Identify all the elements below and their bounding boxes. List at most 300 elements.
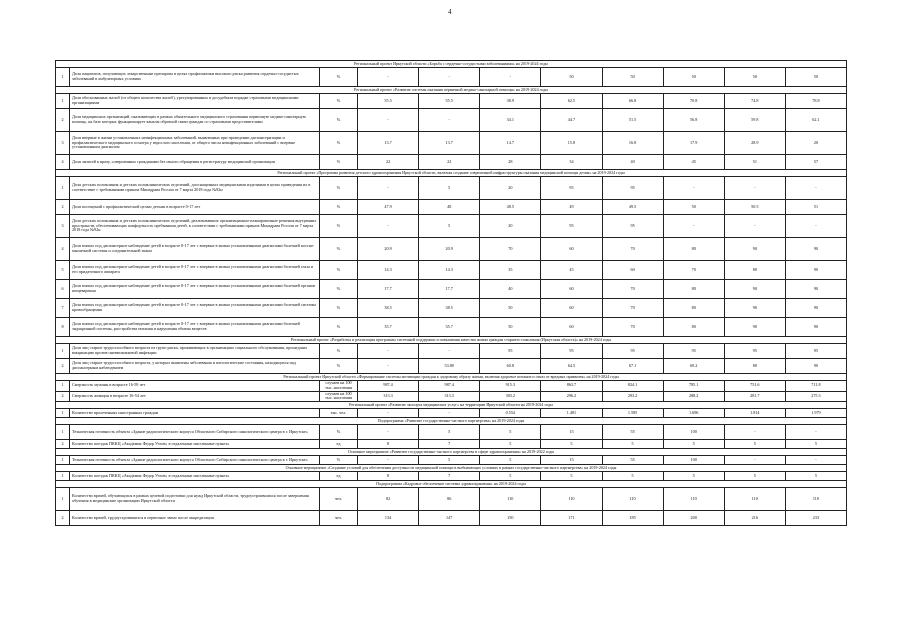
value-cell: -	[724, 425, 785, 440]
value-cell: 62.1	[785, 109, 846, 132]
value-cell: 288.2	[663, 391, 724, 402]
value-cell: 55.5	[358, 94, 419, 109]
table-row	[56, 200, 847, 215]
value-cell: 150	[480, 511, 541, 526]
value-cell: 233	[785, 511, 846, 526]
value-cell: 20	[480, 215, 541, 238]
value-cell: -	[358, 359, 419, 374]
value-cell: -	[358, 456, 419, 465]
value-cell: -	[724, 215, 785, 238]
value-cell: 134	[358, 511, 419, 526]
row-number: 1	[56, 68, 70, 87]
unit-cell: %	[320, 94, 358, 109]
value-cell: 80	[663, 318, 724, 337]
value-cell: -	[419, 409, 480, 418]
row-number: 1	[56, 488, 70, 511]
value-cell: 82	[358, 488, 419, 511]
row-number: 8	[56, 318, 70, 337]
indicator-name: Доля впервые в жизни установленных неинфекционных заболеваний, выявленных при проведении диспансеризации и профилактического медицинского осмотра у взрослого населения, от общего числа неинфекционных заболеваний с впервые установленным диагнозом	[70, 132, 320, 155]
value-cell: 303.2	[480, 391, 541, 402]
value-cell: -	[785, 177, 846, 200]
value-cell: 48	[419, 200, 480, 215]
value-cell: 785.1	[663, 381, 724, 392]
value-cell: 45	[541, 261, 602, 280]
table-row	[56, 238, 847, 261]
value-cell: 80	[724, 261, 785, 280]
value-cell: 67.1	[602, 359, 663, 374]
value-cell: 5	[602, 472, 663, 481]
value-cell: -	[785, 425, 846, 440]
row-number: 1	[56, 409, 70, 418]
indicator-name: Доля лиц старше трудоспособного возраста из групп риска, проживающих в организациях социального обслуживания, прошедших вакцинацию против пневмококковой инфекции	[70, 344, 320, 359]
value-cell: 14.3	[358, 261, 419, 280]
value-cell: 34	[541, 155, 602, 170]
value-cell: 5	[419, 215, 480, 238]
value-cell: 38.5	[419, 299, 480, 318]
value-cell: -	[663, 177, 724, 200]
value-cell: 95	[724, 344, 785, 359]
value-cell: 5	[419, 456, 480, 465]
table-row	[56, 318, 847, 337]
value-cell: 100	[663, 456, 724, 465]
indicator-name: Доля взятых под диспансерное наблюдение детей в возрасте 0-17 лет с впервые в жизни установленными диагнозами болезней системы кровообращения	[70, 299, 320, 318]
value-cell: -	[724, 177, 785, 200]
unit-cell: чел.	[320, 488, 358, 511]
value-cell: 62.5	[541, 94, 602, 109]
value-cell: 17.9	[663, 132, 724, 155]
table-row	[56, 472, 847, 481]
value-cell: -	[358, 344, 419, 359]
value-cell: 20	[785, 132, 846, 155]
indicator-name: Количество пролеченных иностранных граждан	[70, 409, 320, 418]
value-cell: 5	[419, 425, 480, 440]
unit-cell: %	[320, 177, 358, 200]
unit-cell: %	[320, 456, 358, 465]
value-cell: -	[785, 215, 846, 238]
value-cell: 100	[663, 425, 724, 440]
value-cell: 110	[663, 488, 724, 511]
table-row	[56, 381, 847, 392]
value-cell: 281.7	[724, 391, 785, 402]
value-cell: 70.8	[663, 94, 724, 109]
value-cell: 70	[602, 238, 663, 261]
value-cell: 185	[602, 511, 663, 526]
value-cell: 40	[602, 155, 663, 170]
value-cell: 51.5	[602, 109, 663, 132]
value-cell: 313.3	[419, 391, 480, 402]
unit-cell: %	[320, 215, 358, 238]
value-cell: 70	[480, 238, 541, 261]
section-title: Основное мероприятие «Создание условий для обеспечения доступности медицинской помощи в выбывающих условиях в рамках государственно-частного партнерства» на 2019-2024 годы	[56, 465, 847, 472]
value-cell: 60.8	[480, 359, 541, 374]
value-cell: 8	[358, 440, 419, 449]
value-cell: 90	[724, 299, 785, 318]
value-cell: 34.1	[480, 109, 541, 132]
section-header-row	[56, 481, 847, 488]
unit-cell: %	[320, 425, 358, 440]
value-cell: 20.9	[419, 238, 480, 261]
value-cell: 80	[663, 280, 724, 299]
row-number: 2	[56, 200, 70, 215]
value-cell: 51	[724, 155, 785, 170]
value-cell: 51	[785, 200, 846, 215]
page-number: 4	[448, 8, 452, 16]
value-cell: 90	[724, 280, 785, 299]
value-cell: 5	[541, 440, 602, 449]
value-cell: 15	[541, 456, 602, 465]
row-number: 6	[56, 280, 70, 299]
value-cell: 28.9	[724, 132, 785, 155]
table-row	[56, 391, 847, 402]
row-number: 1	[56, 94, 70, 109]
value-cell: 1.979	[785, 409, 846, 418]
indicator-name: Доля взятых под диспансерное наблюдение детей в возрасте 0-17 лет с впервые в жизни установленными диагнозами болезней эндокринной системы, расстройства питания и нарушения обмена веществ	[70, 318, 320, 337]
indicator-name: Доля посещений с профилактической целью детьми в возрасте 0-17 лет	[70, 200, 320, 215]
value-cell: 50	[602, 68, 663, 87]
value-cell: 74.8	[724, 94, 785, 109]
value-cell: 55.5	[419, 94, 480, 109]
value-cell: 80	[663, 299, 724, 318]
value-cell: 95	[602, 215, 663, 238]
value-cell: 47.9	[358, 200, 419, 215]
table-row	[56, 155, 847, 170]
value-cell: 17.7	[419, 280, 480, 299]
indicator-name: Доля взятых под диспансерное наблюдение детей в возрасте 0-17 лет с впервые в жизни установленными диагнозами болезней глаза и его придаточного аппарата	[70, 261, 320, 280]
table-row	[56, 215, 847, 238]
value-cell: 15.8	[541, 132, 602, 155]
row-number: 1	[56, 472, 70, 481]
value-cell: 56.8	[663, 109, 724, 132]
value-cell: -	[480, 68, 541, 87]
unit-cell: %	[320, 132, 358, 155]
unit-cell: %	[320, 299, 358, 318]
value-cell: 216	[724, 511, 785, 526]
value-cell: 90	[785, 318, 846, 337]
section-title: Региональный проект «Программа развития детского здравоохранения Иркутской области, включая создание современной инфраструктуры оказания медицинской помощи детям» на 2019-2024 годы	[56, 170, 847, 177]
value-cell: 55	[602, 456, 663, 465]
value-cell: 50	[663, 200, 724, 215]
section-header-row	[56, 418, 847, 425]
row-number: 3	[56, 215, 70, 238]
value-cell: 200	[663, 511, 724, 526]
value-cell: 60	[541, 238, 602, 261]
value-cell: 38.5	[358, 299, 419, 318]
value-cell: 1.814	[724, 409, 785, 418]
value-cell: 5	[480, 456, 541, 465]
indicator-name: Доля лиц старше трудоспособного возраста, у которых выявлены заболевания и патологические состояния, находящихся под диспансерным наблюдением	[70, 359, 320, 374]
table-row	[56, 488, 847, 511]
value-cell: 275.3	[785, 391, 846, 402]
section-header-row	[56, 465, 847, 472]
value-cell: 751.6	[724, 381, 785, 392]
value-cell: -	[419, 344, 480, 359]
indicator-name: Количество поездок ПККЦ «Академик Федор Углов» в отдаленные населенные пункты	[70, 440, 320, 449]
value-cell: 35.7	[419, 318, 480, 337]
unit-cell: %	[320, 109, 358, 132]
indicator-name: Техническая готовность объекта «Здание радиологического корпуса Областного Сибирского онкологического центра в г. Иркутске»	[70, 456, 320, 465]
value-cell: 110	[785, 488, 846, 511]
table-row	[56, 177, 847, 200]
row-number: 1	[56, 456, 70, 465]
value-cell: 38.9	[480, 94, 541, 109]
value-cell: 35	[480, 261, 541, 280]
value-cell: -	[358, 409, 419, 418]
value-cell: 50	[724, 68, 785, 87]
unit-cell: случаев на 100 тыс. населения	[320, 391, 358, 402]
table-row	[56, 409, 847, 418]
value-cell: -	[419, 68, 480, 87]
section-title: Основное мероприятие «Развитие государственно-частного партнерства в сфере здравоохранения» на 2019-2022 годы	[56, 449, 847, 456]
unit-cell: чел.	[320, 511, 358, 526]
value-cell: 50.5	[724, 200, 785, 215]
value-cell: 95	[663, 344, 724, 359]
value-cell: 66.8	[602, 94, 663, 109]
value-cell: 60	[541, 318, 602, 337]
value-cell: 5	[724, 440, 785, 449]
indicator-name: Смертность женщин в возрасте 16-54 лет	[70, 391, 320, 402]
value-cell: 824.1	[602, 381, 663, 392]
value-cell: 90	[785, 280, 846, 299]
value-cell: 90	[785, 261, 846, 280]
value-cell: 70	[602, 280, 663, 299]
indicator-name: Доля взятых под диспансерное наблюдение детей в возрасте 0-17 лет с впервые в жизни установленными диагнозами болезней костно-мышечной системы и соединительной ткани	[70, 238, 320, 261]
section-title: Подпрограмма «Развитие государственно-частного партнерства» на 2019-2024 годы	[56, 418, 847, 425]
unit-cell: ед	[320, 472, 358, 481]
indicator-name: Смертность мужчин в возрасте 16-59 лет	[70, 381, 320, 392]
indicator-name: Количество врачей, обучающихся в рамках целевой подготовки для нужд Иркутской области, трудоустроившихся после завершения обучения в медицинские организации Иркутской области	[70, 488, 320, 511]
value-cell: 49.5	[602, 200, 663, 215]
value-cell: 8	[358, 472, 419, 481]
value-cell: 110	[480, 488, 541, 511]
value-cell: 14.7	[480, 132, 541, 155]
value-cell: 57	[785, 155, 846, 170]
value-cell: 48.5	[480, 200, 541, 215]
value-cell: 1.696	[663, 409, 724, 418]
value-cell: 313.3	[358, 391, 419, 402]
row-number: 1	[56, 425, 70, 440]
row-number: 4	[56, 238, 70, 261]
value-cell: 53.80	[419, 359, 480, 374]
section-title: Подпрограмма «Кадровое обеспечение системы здравоохранения» на 2019-2024 годы	[56, 481, 847, 488]
section-header-row	[56, 374, 847, 381]
unit-cell: %	[320, 200, 358, 215]
value-cell: 90	[785, 299, 846, 318]
value-cell: 28	[480, 155, 541, 170]
value-cell: 17.7	[358, 280, 419, 299]
value-cell: 293.2	[602, 391, 663, 402]
value-cell: 90	[724, 238, 785, 261]
value-cell: 14.3	[419, 261, 480, 280]
value-cell: 90	[785, 359, 846, 374]
value-cell: 59.8	[724, 109, 785, 132]
indicator-name: Доля взятых под диспансерное наблюдение детей в возрасте 0-17 лет с впервые в жизни установленными диагнозами болезней органов пищеварения	[70, 280, 320, 299]
value-cell: 7	[419, 440, 480, 449]
unit-cell: тыс. чел.	[320, 409, 358, 418]
value-cell: -	[358, 177, 419, 200]
value-cell: 20.9	[358, 238, 419, 261]
section-header-row	[56, 449, 847, 456]
value-cell: 45	[663, 155, 724, 170]
value-cell: 22	[419, 155, 480, 170]
table-row	[56, 280, 847, 299]
value-cell: 90	[785, 238, 846, 261]
indicator-name: Доля детских поликлиник и детских поликлинических отделений, реализовавших организационно-планировочные решения внутренних пространств, обеспечивающих комфортность пребывания детей, в соответствии с требованиями приказа Минздрава России от 7 марта 2018 года №92н	[70, 215, 320, 238]
row-number: 2	[56, 511, 70, 526]
unit-cell: %	[320, 155, 358, 170]
table-row	[56, 261, 847, 280]
table-row	[56, 456, 847, 465]
value-cell: 80	[724, 359, 785, 374]
table-row	[56, 511, 847, 526]
value-cell: 50	[480, 299, 541, 318]
value-cell: 0.554	[480, 409, 541, 418]
value-cell: -	[724, 456, 785, 465]
value-cell: 16.8	[602, 132, 663, 155]
value-cell: 50	[663, 68, 724, 87]
table-row	[56, 109, 847, 132]
value-cell: 863.7	[541, 381, 602, 392]
unit-cell: случаев на 100 тыс. населения	[320, 381, 358, 392]
indicators-table	[55, 60, 847, 526]
value-cell: -	[358, 109, 419, 132]
table-row	[56, 344, 847, 359]
value-cell: 5	[724, 472, 785, 481]
value-cell: 55	[602, 425, 663, 440]
value-cell: 5	[541, 472, 602, 481]
value-cell: 5	[480, 425, 541, 440]
row-number: 7	[56, 299, 70, 318]
value-cell: 44.7	[541, 109, 602, 132]
unit-cell: ед	[320, 440, 358, 449]
value-cell: 95	[602, 177, 663, 200]
indicator-name: Доля записей к врачу, совершенных гражданами без очного обращения в регистратуру медицинской организации	[70, 155, 320, 170]
unit-cell: %	[320, 344, 358, 359]
row-number: 2	[56, 391, 70, 402]
indicator-name: Доля медицинских организаций, оказывающих в рамках обязательного медицинского страхования первичную медико-санитарную помощь, на базе которых функционирует каналы обратной связи граждан со страховыми представителями	[70, 109, 320, 132]
section-header-row	[56, 61, 847, 68]
value-cell: 147	[419, 511, 480, 526]
value-cell: 60	[541, 299, 602, 318]
value-cell: 78.8	[785, 94, 846, 109]
value-cell: 22	[358, 155, 419, 170]
table-row	[56, 299, 847, 318]
value-cell: 110	[724, 488, 785, 511]
row-number: 5	[56, 261, 70, 280]
row-number: 1	[56, 344, 70, 359]
row-number: 4	[56, 155, 70, 170]
value-cell: 987.4	[419, 381, 480, 392]
value-cell: 95	[541, 215, 602, 238]
value-cell: -	[358, 215, 419, 238]
value-cell: 5	[602, 440, 663, 449]
unit-cell: %	[320, 318, 358, 337]
section-title: Региональный проект «Развитие экспорта медицинских услуг» на территории Иркутской области на 2019-2024 годы	[56, 402, 847, 409]
unit-cell: %	[320, 359, 358, 374]
value-cell: -	[419, 109, 480, 132]
value-cell: -	[358, 425, 419, 440]
value-cell: -	[358, 68, 419, 87]
value-cell: 60	[602, 261, 663, 280]
table-row	[56, 359, 847, 374]
value-cell: 5	[663, 440, 724, 449]
table-row	[56, 425, 847, 440]
unit-cell: %	[320, 238, 358, 261]
indicator-name: Количество поездок ПККЦ «Академик Федор Углов» в отдаленные населенные пункты	[70, 472, 320, 481]
value-cell: 5	[663, 472, 724, 481]
row-number: 3	[56, 132, 70, 155]
section-title: Региональный проект «Развитие системы оказания первичной медико-санитарной помощи» на 2019-2024 годы	[56, 87, 847, 94]
unit-cell: %	[320, 280, 358, 299]
table-row	[56, 132, 847, 155]
value-cell: 86	[419, 488, 480, 511]
value-cell: 5	[785, 440, 846, 449]
value-cell: 95	[480, 344, 541, 359]
value-cell: 60	[541, 280, 602, 299]
table-row	[56, 94, 847, 109]
value-cell: 15	[541, 425, 602, 440]
value-cell: 110	[602, 488, 663, 511]
value-cell: -	[663, 215, 724, 238]
value-cell: 7	[419, 472, 480, 481]
row-number: 2	[56, 359, 70, 374]
value-cell: 50	[785, 68, 846, 87]
row-number: 1	[56, 381, 70, 392]
value-cell: 13.7	[419, 132, 480, 155]
value-cell: 5	[480, 472, 541, 481]
value-cell: 5	[419, 177, 480, 200]
value-cell: 95	[602, 344, 663, 359]
value-cell: 95	[541, 344, 602, 359]
table-row	[56, 440, 847, 449]
value-cell: 13.7	[358, 132, 419, 155]
value-cell: 50	[480, 318, 541, 337]
value-cell: 5	[785, 472, 846, 481]
value-cell: 64.5	[541, 359, 602, 374]
value-cell: 90	[724, 318, 785, 337]
value-cell: 70	[663, 261, 724, 280]
value-cell: 35.7	[358, 318, 419, 337]
value-cell: 5	[480, 440, 541, 449]
value-cell: -	[785, 456, 846, 465]
table-row	[56, 68, 847, 87]
row-number: 2	[56, 109, 70, 132]
unit-cell: %	[320, 261, 358, 280]
value-cell: 296.2	[541, 391, 602, 402]
section-header-row	[56, 337, 847, 344]
section-header-row	[56, 402, 847, 409]
value-cell: 95	[541, 177, 602, 200]
row-number: 1	[56, 177, 70, 200]
value-cell: 80	[663, 238, 724, 261]
row-number: 2	[56, 440, 70, 449]
value-cell: 987.4	[358, 381, 419, 392]
value-cell: 711.8	[785, 381, 846, 392]
value-cell: 1.585	[602, 409, 663, 418]
value-cell: 40	[480, 280, 541, 299]
value-cell: 69.2	[663, 359, 724, 374]
value-cell: 915.3	[480, 381, 541, 392]
indicator-name: Доля детских поликлиник и детских поликлинических отделений, дооснащенных медицинскими изделиями в целях приведения их в соответствие с требованиями приказа Минздрава России от 7 марта 2018 года №92н	[70, 177, 320, 200]
value-cell: 49	[541, 200, 602, 215]
indicator-name: Техническая готовность объекта «Здание радиологического корпуса Областного Сибирского онкологического центра в г. Иркутске»	[70, 425, 320, 440]
value-cell: 171	[541, 511, 602, 526]
indicator-name: Количество врачей, трудоустроившихся в первичное звено после аккредитации	[70, 511, 320, 526]
value-cell: 110	[541, 488, 602, 511]
value-cell: 70	[602, 299, 663, 318]
value-cell: 95	[785, 344, 846, 359]
indicator-name: Доля пациентов, получающих лекарственные препараты в целях профилактики высокого риска развития сердечно-сосудистых заболеваний в амбулаторных условиях	[70, 68, 320, 87]
section-title: Региональный проект Иркутской области «Борьба с сердечно-сосудистыми заболеваниями» на 2019-2024 годы	[56, 61, 847, 68]
